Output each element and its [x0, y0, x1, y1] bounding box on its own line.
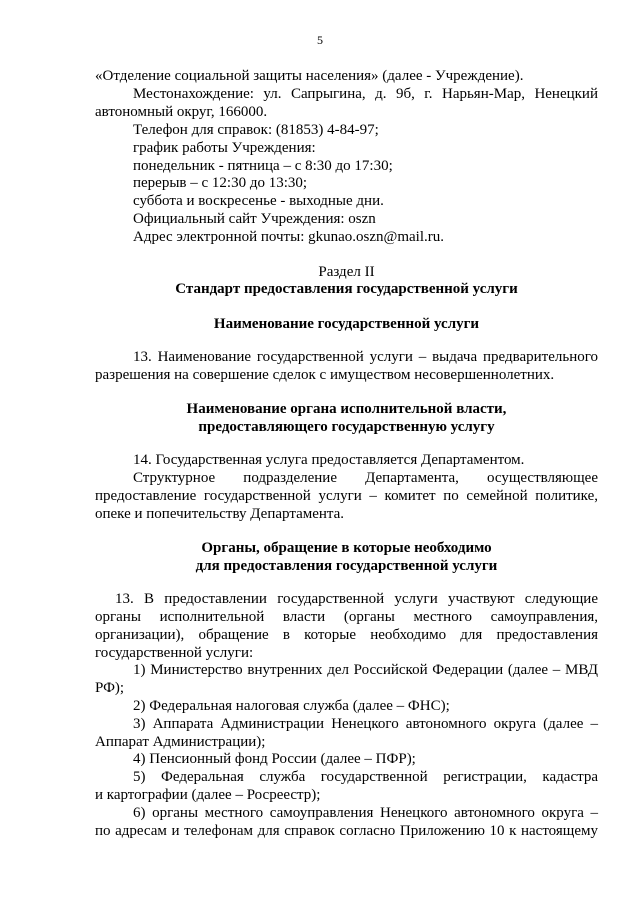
text-line: РФ); [95, 680, 125, 696]
subsection-heading: Наименование органа исполнительной власти, [186, 401, 507, 417]
text-line: Адрес электронной почты: gkunao.oszn@mail.ru. [133, 229, 444, 245]
text-line: 13. Наименование государственной услуги – выдача предварительного [133, 349, 598, 365]
text-line: график работы Учреждения: [133, 140, 316, 156]
text-line: Телефон для справок: (81853) 4-84-97; [133, 122, 379, 138]
text-line: 4) Пенсионный фонд России (далее – ПФР); [133, 751, 416, 767]
subsection-heading: для предоставления государственной услуги [195, 558, 498, 574]
text-line: понедельник - пятница – с 8:30 до 17:30; [133, 158, 393, 174]
text-line: по адресам и телефонам для справок согласно Приложению 10 к настоящему [95, 823, 598, 839]
text-line: государственной услуги: [95, 645, 254, 661]
text-line: 5) Федеральная служба государственной регистрации, кадастра [133, 769, 598, 785]
text-line: Структурное подразделение Департамента, осуществляющее [133, 470, 598, 486]
text-line: автономный округ, 166000. [95, 104, 268, 120]
text-line: разрешения на совершение сделок с имуществом несовершеннолетних. [95, 367, 555, 383]
text-line: «Отделение социальной защиты населения» (далее - Учреждение). [95, 68, 524, 84]
text-line: 2) Федеральная налоговая служба (далее – ФНС); [133, 698, 450, 714]
text-line: организации), обращение в которые необходимо для предоставления [95, 627, 598, 643]
text-line: суббота и воскресенье - выходные дни. [133, 193, 384, 209]
text-line: 13. В предоставлении государственной услуги участвуют следующие [115, 591, 598, 607]
page-number: 5 [317, 33, 323, 47]
section-label: Раздел II [318, 264, 375, 280]
subsection-heading: Органы, обращение в которые необходимо [201, 540, 492, 556]
text-line: 6) органы местного самоуправления Ненецкого автономного округа – [133, 805, 598, 821]
text-line: Аппарат Администрации); [95, 734, 266, 750]
text-line: и картографии (далее – Росреестр); [95, 787, 321, 803]
text-line: предоставление государственной услуги – комитет по семейной политике, [95, 488, 598, 504]
text-line: перерыв – с 12:30 до 13:30; [133, 175, 308, 191]
text-line: 14. Государственная услуга предоставляется Департаментом. [133, 452, 525, 468]
text-line: Официальный сайт Учреждения: oszn [133, 211, 376, 227]
subsection-heading: предоставляющего государственную услугу [198, 419, 495, 435]
text-line: Местонахождение: ул. Сапрыгина, д. 9б, г. Нарьян-Мар, Ненецкий [133, 86, 598, 102]
text-line: опеке и попечительству Департамента. [95, 506, 345, 522]
section-heading: Стандарт предоставления государственной услуги [175, 281, 518, 297]
text-line: органы исполнительной власти (органы местного самоуправления, [95, 609, 598, 625]
subsection-heading: Наименование государственной услуги [213, 316, 480, 332]
text-line: 3) Аппарата Администрации Ненецкого автономного округа (далее – [133, 716, 598, 732]
text-line: 1) Министерство внутренних дел Российской Федерации (далее – МВД [133, 662, 598, 678]
